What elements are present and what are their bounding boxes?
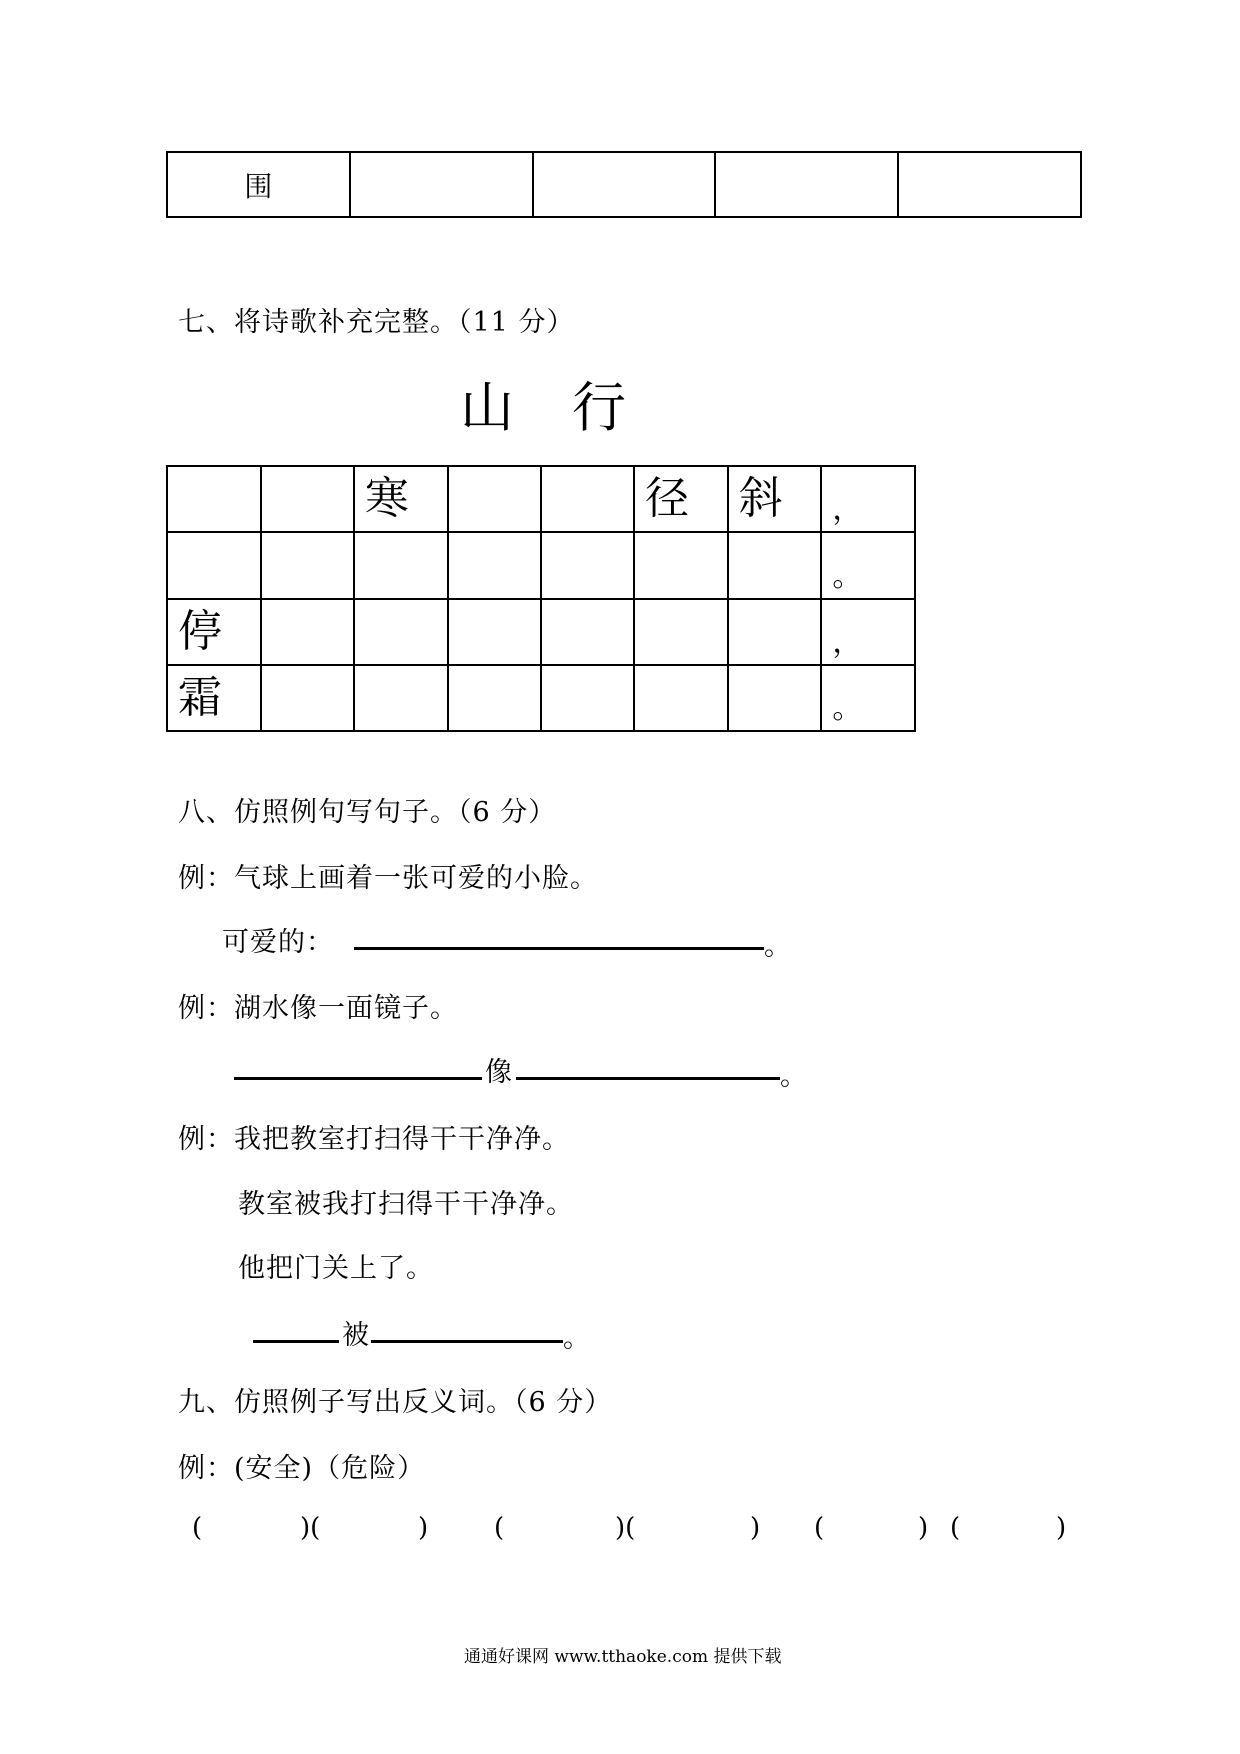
poem-cell xyxy=(634,599,728,665)
section8-heading: 八、仿照例句写句子。（6 分） xyxy=(178,797,557,828)
prompt2-end: 。 xyxy=(780,1061,808,1092)
paren-open: ( xyxy=(814,1513,825,1543)
poem-cell xyxy=(448,532,541,598)
table-cell xyxy=(350,152,533,217)
poem-cell: 斜 xyxy=(728,466,822,532)
section7-heading: 七、将诗歌补充完整。（11 分） xyxy=(178,307,575,338)
poem-cell xyxy=(728,599,822,665)
prompt3-end: 。 xyxy=(563,1323,591,1354)
prompt1-label: 可爱的： xyxy=(222,927,334,958)
poem-cell xyxy=(167,466,261,532)
answer-blank[interactable] xyxy=(371,1340,563,1343)
poem-cell xyxy=(261,599,354,665)
poem-cell xyxy=(167,532,261,598)
answer-blank[interactable] xyxy=(354,947,764,950)
poem-cell xyxy=(354,532,448,598)
poem-punct-cell: ， xyxy=(821,466,915,532)
answer-blank[interactable] xyxy=(516,1077,780,1080)
table-cell xyxy=(898,152,1081,217)
paren-open: ( xyxy=(192,1513,203,1543)
poem-cell xyxy=(634,665,728,731)
example-sentence-1: 例：气球上画着一张可爱的小脸。 xyxy=(178,863,598,894)
poem-cell xyxy=(354,665,448,731)
paren-join: )( xyxy=(300,1513,321,1543)
answer-blank[interactable] xyxy=(253,1340,339,1343)
poem-title-char: 行 xyxy=(572,376,626,439)
poem-cell: 寒 xyxy=(354,466,448,532)
poem-cell: 径 xyxy=(634,466,728,532)
poem-cell xyxy=(541,599,634,665)
poem-cell xyxy=(261,466,354,532)
footer-credit: 通通好课网 www.tthaoke.com 提供下载 xyxy=(464,1647,782,1667)
poem-punct-cell: 。 xyxy=(821,532,915,598)
poem-cell xyxy=(448,466,541,532)
poem-cell xyxy=(634,532,728,598)
poem-cell xyxy=(261,665,354,731)
paren-close: ) xyxy=(1056,1513,1067,1543)
prompt1-end: 。 xyxy=(764,931,792,962)
paren-join: )( xyxy=(615,1513,636,1543)
example-sentence-2: 例：湖水像一面镜子。 xyxy=(178,993,458,1024)
poem-cell xyxy=(261,532,354,598)
example-sentence-3: 例：我把教室打扫得干干净净。 xyxy=(178,1124,570,1155)
example-sentence-3c: 他把门关上了。 xyxy=(238,1253,434,1284)
paren-close: ) xyxy=(418,1513,429,1543)
poem-cell xyxy=(541,665,634,731)
poem-cell xyxy=(448,665,541,731)
poem-punct-cell: ， xyxy=(821,599,915,665)
paren-open: ( xyxy=(494,1513,505,1543)
poem-cell xyxy=(728,665,822,731)
section9-heading: 九、仿照例子写出反义词。（6 分） xyxy=(178,1387,613,1418)
poem-cell: 停 xyxy=(167,599,261,665)
example-antonym: 例：(安全)（危险） xyxy=(178,1453,426,1484)
paren-close: ) xyxy=(918,1513,929,1543)
poem-cell xyxy=(541,532,634,598)
table-cell: 围 xyxy=(167,152,350,217)
poem-title xyxy=(460,365,626,442)
example-sentence-3b: 教室被我打扫得干干净净。 xyxy=(238,1189,574,1220)
poem-grid xyxy=(166,465,916,732)
answer-blank[interactable] xyxy=(234,1077,482,1080)
poem-cell: 霜 xyxy=(167,665,261,731)
table-cell xyxy=(715,152,898,217)
poem-title-char: 山 xyxy=(460,376,514,439)
table-cell xyxy=(533,152,716,217)
poem-cell xyxy=(354,599,448,665)
prompt2-middle: 像 xyxy=(485,1057,513,1088)
top-table xyxy=(166,151,1082,218)
poem-cell xyxy=(728,532,822,598)
paren-open: ( xyxy=(950,1513,961,1543)
paren-close: ) xyxy=(750,1513,761,1543)
poem-punct-cell: 。 xyxy=(821,665,915,731)
prompt3-middle: 被 xyxy=(342,1320,370,1351)
poem-cell xyxy=(541,466,634,532)
poem-cell xyxy=(448,599,541,665)
